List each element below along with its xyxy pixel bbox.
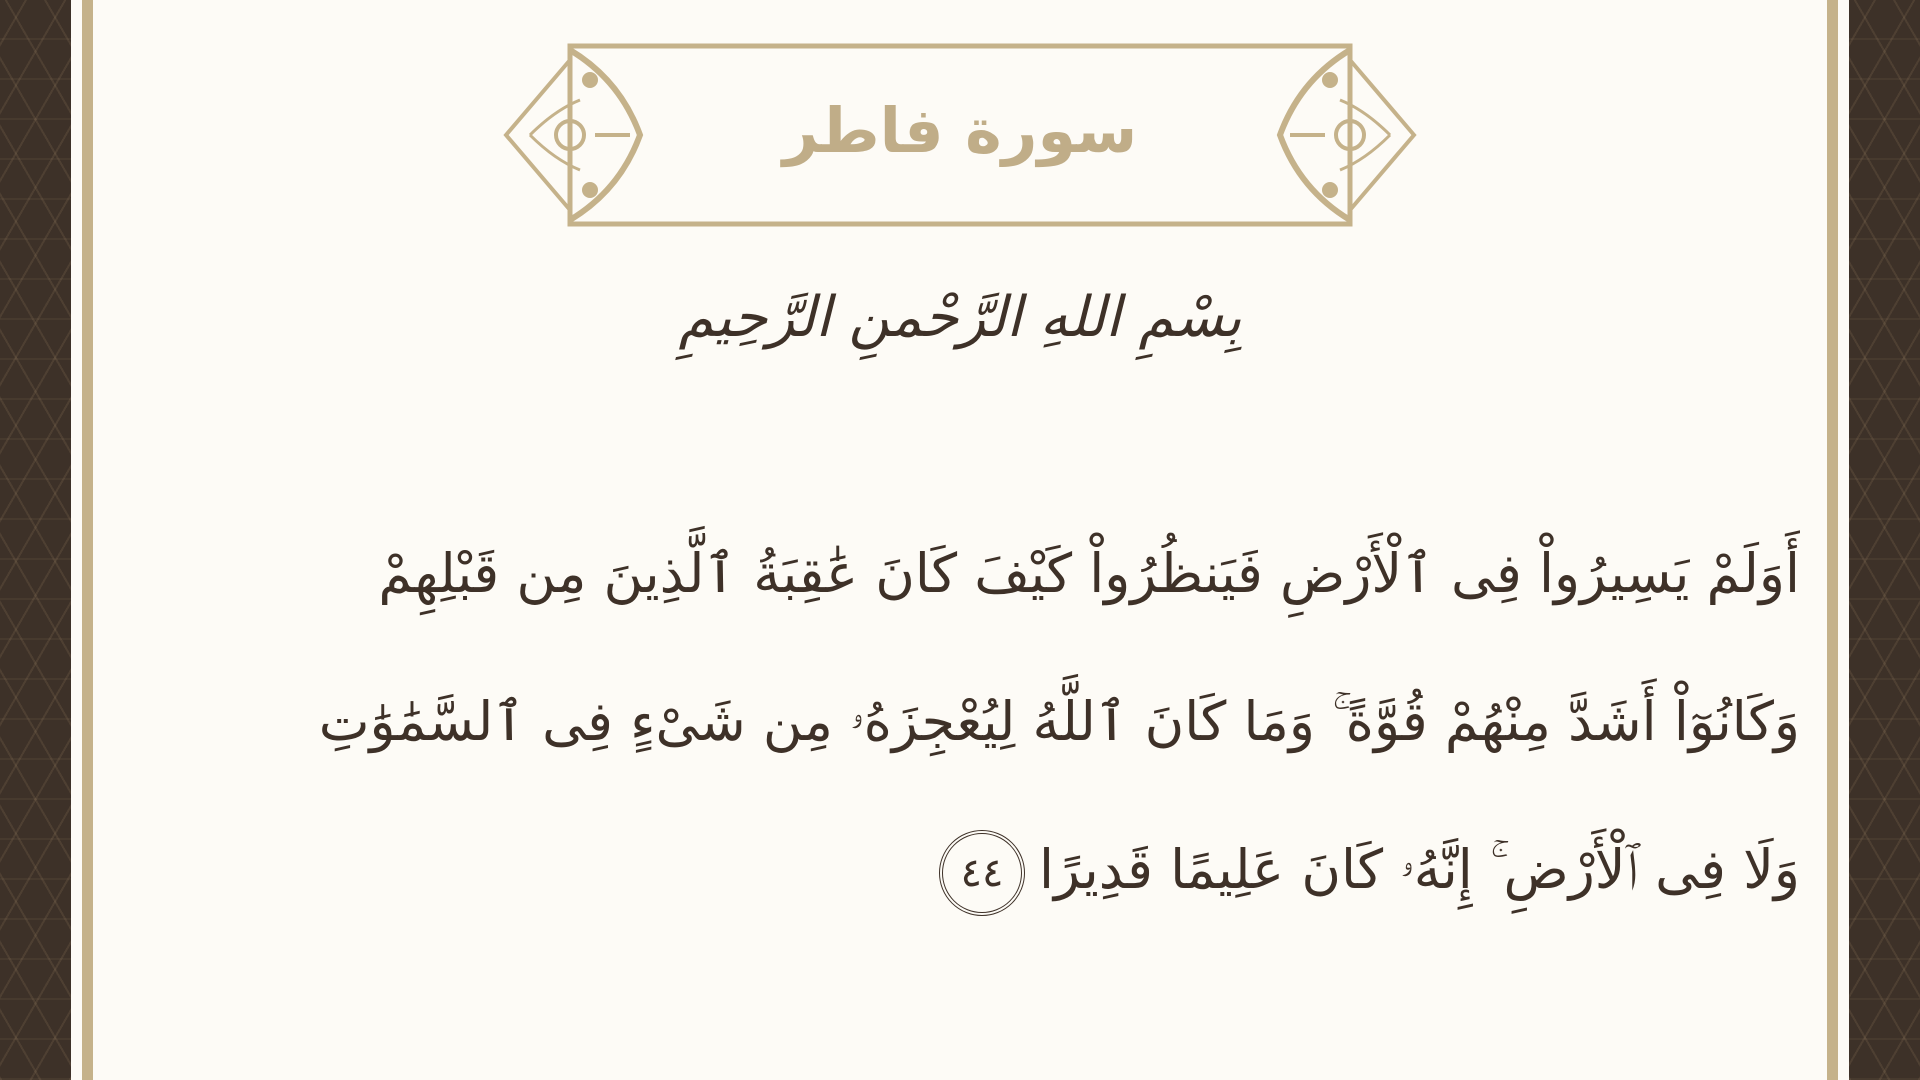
verse-text bbox=[195, 500, 1800, 944]
ayah-number-marker: ٤٤ bbox=[939, 830, 1025, 916]
basmala: بِسْمِ اللهِ الرَّحْمنِ الرَّحِيمِ bbox=[678, 285, 1242, 350]
left-gold-rule bbox=[82, 0, 93, 1080]
left-border-gap bbox=[71, 0, 82, 1080]
right-gold-rule bbox=[1827, 0, 1838, 1080]
verse-line-3 bbox=[195, 796, 1800, 944]
right-border-gap bbox=[1838, 0, 1849, 1080]
verse-line-3-text: وَلَا فِى ٱلْأَرْضِ ۚ إِنَّهُۥ كَانَ عَلِيمًا قَدِيرًا bbox=[1038, 838, 1800, 901]
left-ornamental-band bbox=[0, 0, 71, 1080]
surah-title: سورة فاطر bbox=[782, 93, 1138, 167]
verse-line-2: وَكَانُوٓاْ أَشَدَّ مِنْهُمْ قُوَّةً ۚ وَمَا كَانَ ٱللَّهُ لِيُعْجِزَهُۥ مِن شَىْءٍ فِى ٱلسَّمَٰوَٰتِ bbox=[318, 690, 1800, 753]
verse-line-1: أَوَلَمْ يَسِيرُواْ فِى ٱلْأَرْضِ فَيَنظُرُواْ كَيْفَ كَانَ عَٰقِبَةُ ٱلَّذِينَ مِن قَبْلِهِمْ bbox=[378, 542, 1800, 605]
right-ornamental-band bbox=[1849, 0, 1920, 1080]
surah-title-cartouche bbox=[500, 40, 1420, 230]
